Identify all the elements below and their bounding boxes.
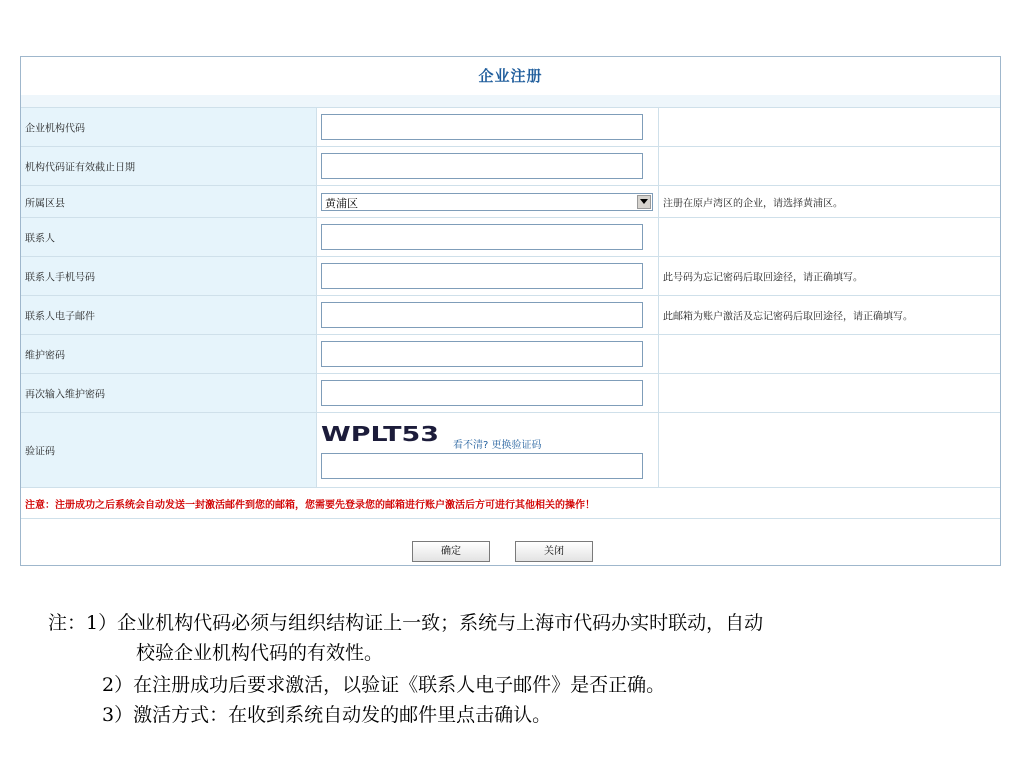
password-confirm-label: 再次输入维护密码 xyxy=(25,389,105,401)
note-line-1-cont: 校验企业机构代码的有效性。 xyxy=(136,642,384,664)
password-label: 维护密码 xyxy=(25,350,65,362)
org-code-label: 企业机构代码 xyxy=(25,123,85,135)
refresh-captcha-link[interactable]: 看不清? 更换验证码 xyxy=(453,440,542,451)
email-input[interactable] xyxy=(321,302,643,328)
row-org-code xyxy=(21,108,1000,147)
form-title-bar xyxy=(21,57,1000,96)
note-line-2: 2）在注册成功后要求激活，以验证《联系人电子邮件》是否正确。 xyxy=(102,674,666,696)
district-label: 所属区县 xyxy=(25,198,65,209)
captcha-code: WPLT53 xyxy=(321,422,439,446)
row-district xyxy=(21,186,1000,218)
registration-panel xyxy=(20,56,1001,566)
mobile-hint: 此号码为忘记密码后取回途径，请正确填写。 xyxy=(663,272,863,284)
district-hint: 注册在原卢湾区的企业，请选择黄浦区。 xyxy=(663,198,843,209)
notice-divider xyxy=(21,518,1000,519)
row-contact xyxy=(21,218,1000,257)
note-line-3: 3）激活方式：在收到系统自动发的邮件里点击确认。 xyxy=(102,704,552,726)
org-code-expiry-label: 机构代码证有效截止日期 xyxy=(25,162,135,174)
district-selected-value: 黄浦区 xyxy=(325,196,358,210)
mobile-input[interactable] xyxy=(321,263,643,289)
org-code-input[interactable] xyxy=(321,114,643,140)
contact-input[interactable] xyxy=(321,224,643,250)
mobile-label: 联系人手机号码 xyxy=(25,272,95,284)
row-email xyxy=(21,296,1000,335)
row-password xyxy=(21,335,1000,374)
password-input[interactable] xyxy=(321,341,643,367)
email-hint: 此邮箱为账户激活及忘记密码后取回途径，请正确填写。 xyxy=(663,311,913,323)
row-mobile xyxy=(21,257,1000,296)
row-org-code-expiry xyxy=(21,147,1000,186)
dropdown-arrow-icon[interactable] xyxy=(637,195,651,209)
form-title: 企业注册 xyxy=(478,67,543,85)
district-select[interactable] xyxy=(321,193,653,211)
email-label: 联系人电子邮件 xyxy=(25,311,95,323)
captcha-input[interactable] xyxy=(321,453,643,479)
close-button[interactable]: 关闭 xyxy=(515,541,593,562)
row-captcha xyxy=(21,413,1000,488)
org-code-expiry-input[interactable] xyxy=(321,153,643,179)
confirm-button[interactable]: 确定 xyxy=(412,541,490,562)
header-spacer xyxy=(21,95,1000,108)
contact-label: 联系人 xyxy=(25,233,55,245)
captcha-image xyxy=(319,419,449,449)
password-confirm-input[interactable] xyxy=(321,380,643,406)
captcha-label: 验证码 xyxy=(25,446,55,458)
activation-notice: 注意：注册成功之后系统会自动发送一封激活邮件到您的邮箱，您需要先登录您的邮箱进行账户激活后方可进行其他相关的操作！ xyxy=(25,500,595,511)
row-password-confirm xyxy=(21,374,1000,413)
note-line-1: 注：1）企业机构代码必须与组织结构证上一致；系统与上海市代码办实时联动，自动 xyxy=(48,612,764,634)
